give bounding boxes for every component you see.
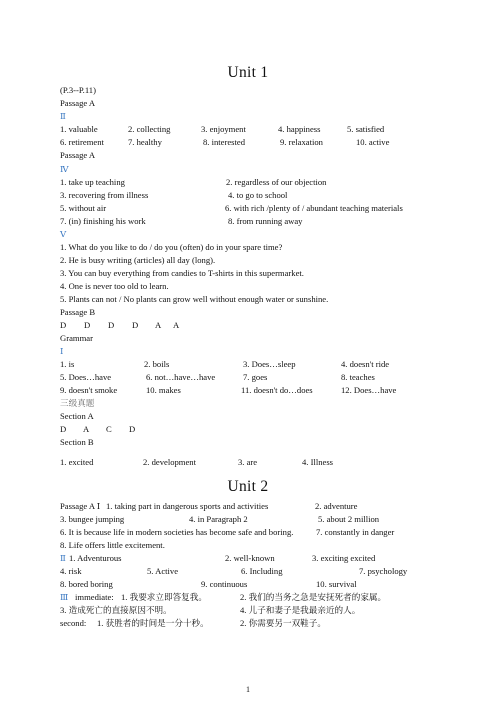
vocab-row-2: 6. retirement 7. healthy 8. interested 9. relaxation 10. active (60, 137, 390, 147)
grammar-row-1: 1. is 2. boils 3. Does…sleep 4. doesn't ride (60, 359, 390, 369)
passage-a-heading: Passage A (60, 98, 96, 108)
u2-immediate-row-2: 3. 造成死亡的直接原因不明。 4. 儿子和妻子是我最亲近的人。 (60, 605, 361, 615)
grammar-heading: Grammar (60, 333, 93, 343)
phrase-row-2: 3. recovering from illness 4. to go to school (60, 190, 288, 200)
sentence-3: 3. You can buy everything from candies to T-shirts in this supermarket. (60, 268, 304, 278)
sentence-1: 1. What do you like to do / do you (often) do in your spare time? (60, 242, 283, 252)
section-numeral-5: Ⅴ (60, 229, 67, 239)
phrase-row-3: 5. without air 6. with rich /plenty of / abundant teaching materials (60, 203, 403, 213)
u2-words-row-3: 8. bored boring 9. continuous 10. survival (60, 579, 357, 589)
u2-second-row: second: 1. 获胜者的时间是一分十秒。 2. 你需要另一双鞋子。 (60, 618, 326, 628)
u2-immediate-row-1: Ⅲ immediate: 1. 我要求立即答复我。 2. 我们的当务之急是安抚死者的家属。 (60, 592, 387, 602)
passage-b-answers: D D D D A A (60, 320, 180, 330)
section-a-heading: Section A (60, 411, 94, 421)
grammar-row-3: 9. doesn't smoke 10. makes 11. doesn't do…does 12. Does…have (60, 385, 397, 395)
section-b-answers: 1. excited 2. development 3. are 4. Illness (60, 457, 334, 467)
grammar-row-2: 5. Does…have 6. not…have…have 7. goes 8. teaches (60, 372, 375, 382)
section-a-answers: D A C D (60, 424, 136, 434)
phrase-row-1: 1. take up teaching 2. regardless of our objection (60, 177, 327, 187)
section-numeral-2: Ⅱ (60, 111, 66, 121)
passage-b-heading: Passage B (60, 307, 96, 317)
sentence-2: 2. He is busy writing (articles) all day (long). (60, 255, 216, 265)
unit2-title: Unit 2 (227, 478, 269, 495)
section-numeral-4: Ⅳ (60, 164, 69, 174)
u2-words-row-2: 4. risk 5. Active 6. Including 7. psychology (60, 566, 408, 576)
section-b-heading: Section B (60, 437, 94, 447)
unit1-title: Unit 1 (227, 64, 269, 81)
sentence-4: 4. One is never too old to learn. (60, 281, 169, 291)
passage-a-heading-2: Passage A (60, 150, 96, 160)
phrase-row-4: 7. (in) finishing his work 8. from running away (60, 216, 303, 226)
exam-heading: 三级真题 (60, 398, 95, 408)
sentence-5: 5. Plants can not / No plants can grow well without enough water or sunshine. (60, 294, 329, 304)
u2-passage-a-row-4: 8. Life offers little excitement. (60, 540, 165, 550)
u2-passage-a-row-2: 3. bungee jumping 4. in Paragraph 2 5. about 2 million (60, 514, 380, 524)
u2-passage-a-row-1: Passage A Ⅰ 1. taking part in dangerous sports and activities 2. adventure (60, 501, 358, 511)
vocab-row-1: 1. valuable 2. collecting 3. enjoyment 4. happiness 5. satisfied (60, 124, 385, 134)
u2-passage-a-row-3: 6. It is because life in modern societies has become safe and boring. 7. constantly in danger (60, 527, 395, 537)
page-number: 1 (246, 685, 250, 694)
section-numeral-1: Ⅰ (60, 346, 64, 356)
u2-words-row-1: Ⅱ 1. Adventurous 2. well-known 3. exciting excited (60, 553, 376, 563)
page-range: (P.3--P.11) (60, 85, 96, 95)
